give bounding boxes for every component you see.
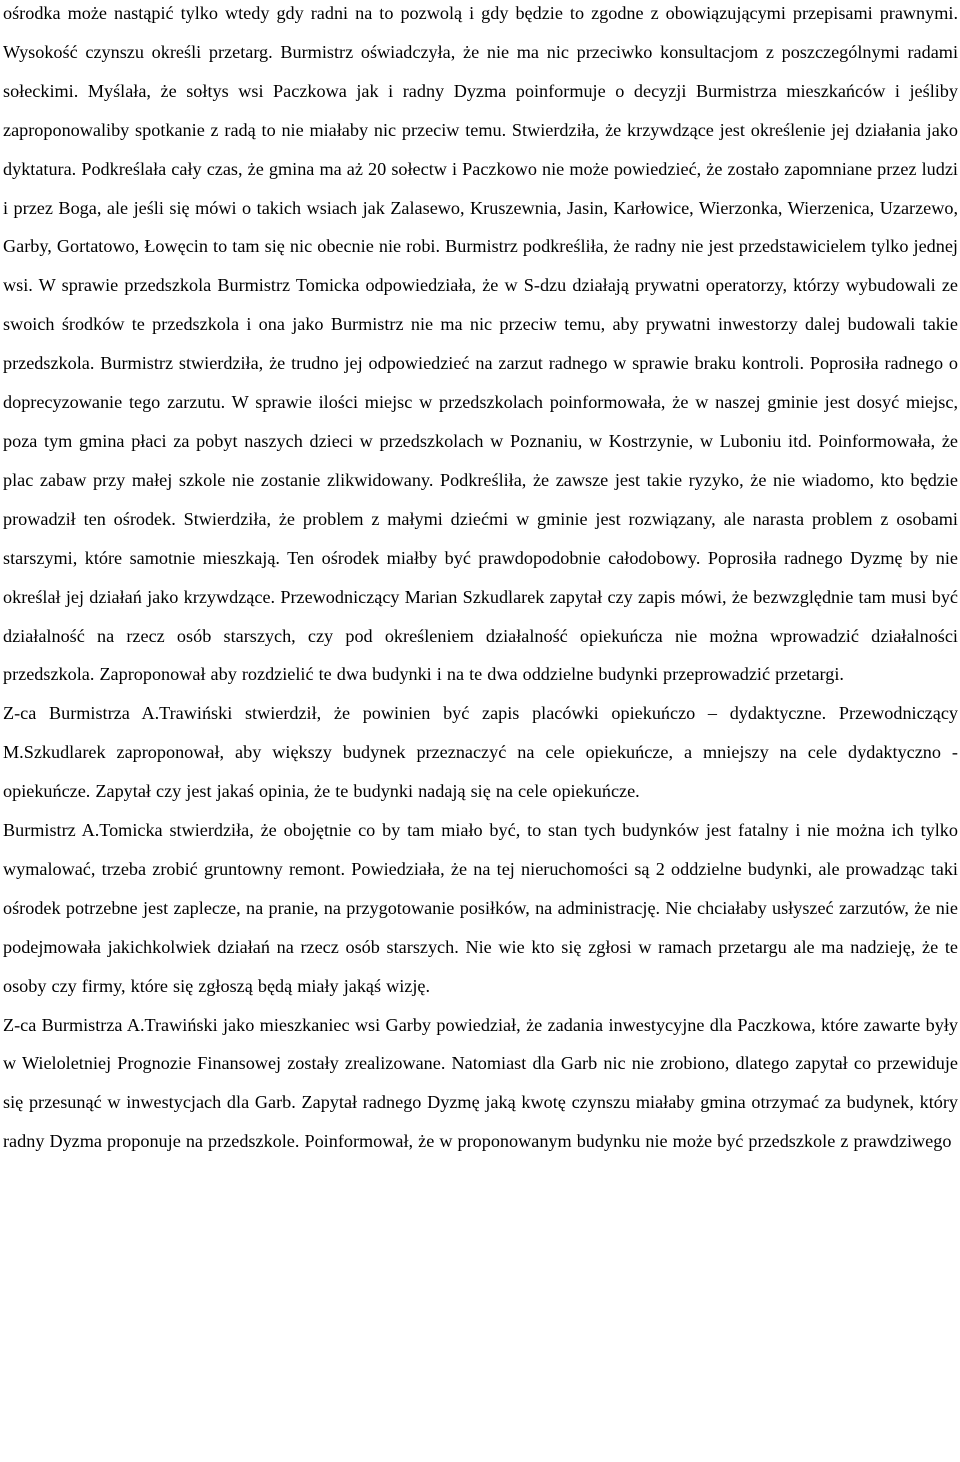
paragraph-1: ośrodka może nastąpić tylko wtedy gdy radni na to pozwolą i gdy będzie to zgodne z obowiązującymi przepisami prawnymi. Wysokość czynszu określi przetarg. Burmistrz oświadczyła, że nie ma nic przeciwko konsultacjom z poszczególnymi radami sołeckimi. Myślała, że sołtys wsi Paczkowa jak i radny Dyzma poinformuje o decyzji Burmistrza mieszkańców i jeśliby zaproponowaliby spotkanie z radą to nie miałaby nic przeciw temu. Stwierdziła, że krzywdzące jest określenie jej działania jako dyktatura. Podkreślała cały czas, że gmina ma aż 20 sołectw i Paczkowo nie może powiedzieć, że zostało zapomniane przez ludzi i przez Boga, ale jeśli się mówi o takich wsiach jak Zalasewo, Kruszewnia, Jasin, Karłowice, Wierzonka, Wierzenica, Uzarzewo, Garby, Gortatowo, Łowęcin to tam się nic obecnie nie robi. Burmistrz podkreśliła, że radny nie jest przedstawicielem tylko jednej wsi. W sprawie przedszkola Burmistrz Tomicka odpowiedziała, że w S-dzu działają prywatni operatorzy, którzy wybudowali ze swoich środków te przedszkola i ona jako Burmistrz nie ma nic przeciw temu, aby prywatni inwestorzy dalej budowali takie przedszkola. Burmistrz stwierdziła, że trudno jej odpowiedzieć na zarzut radnego w sprawie braku kontroli. Poprosiła radnego o doprecyzowanie tego zarzutu. W sprawie ilości miejsc w przedszkolach poinformowała, że w naszej gminie jest dosyć miejsc, poza tym gmina płaci za pobyt naszych dzieci w przedszkolach w Poznaniu, w Kostrzynie, w Luboniu itd. Poinformowała, że plac zabaw przy małej szkole nie zostanie zlikwidowany. Podkreśliła, że zawsze jest takie ryzyko, że nie wiadomo, kto będzie prowadził ten ośrodek. Stwierdziła, że problem z małymi dziećmi w gminie jest rozwiązany, ale narasta problem z osobami starszymi, które samotnie mieszkają. Ten ośrodek miałby być prawdopodobnie całodobowy. Poprosiła radnego Dyzmę by nie określał jej działań jako krzywdzące. Przewodniczący Marian Szkudlarek zapytał czy zapis mówi, że bezwzględnie tam musi być działalność na rzecz osób starszych, czy pod określeniem działalność opiekuńcza nie można wprowadzić działalności przedszkola. Zaproponował aby rozdzielić te dwa budynki i na te dwa oddzielne budynki przeprowadzić przetargi. [3, 3, 958, 685]
paragraph-3: Burmistrz A.Tomicka stwierdziła, że obojętnie co by tam miało być, to stan tych budynków jest fatalny i nie można ich tylko wymalować, trzeba zrobić gruntowny remont. Powiedziała, że na tej nieruchomości są 2 oddzielne budynki, ale prowadząc taki ośrodek potrzebne jest zaplecze, na pranie, na przygotowanie posiłków, na administrację. Nie chciałaby usłyszeć zarzutów, że nie podejmowała jakichkolwiek działań na rzecz osób starszych. Nie wie kto się zgłosi w ramach przetargu ale ma nadzieję, że te osoby czy firmy, które się zgłoszą będą miały jakąś wizję. [3, 820, 958, 996]
paragraph-4: Z-ca Burmistrza A.Trawiński jako mieszkaniec wsi Garby powiedział, że zadania inwestycyjne dla Paczkowa, które zawarte były w Wieloletniej Prognozie Finansowej zostały zrealizowane. Natomiast dla Garb nic nie zrobiono, dlatego zapytał co przewiduje się przesunąć w inwestycjach dla Garb. Zapytał radnego Dyzmę jaką kwotę czynszu miałaby gmina otrzymać za budynek, który radny Dyzma proponuje na przedszkole. Poinformował, że w proponowanym budynku nie może być przedszkole z prawdziwego [3, 1014, 958, 1152]
paragraph-2: Z-ca Burmistrza A.Trawiński stwierdził, że powinien być zapis placówki opiekuńczo – dydaktyczne. Przewodniczący M.Szkudlarek zaproponował, aby większy budynek przeznaczyć na cele opiekuńcze, a mniejszy na cele dydaktyczno - opiekuńcze. Zapytał czy jest jakaś opinia, że te budynki nadają się na cele opiekuńcze. [3, 703, 958, 802]
